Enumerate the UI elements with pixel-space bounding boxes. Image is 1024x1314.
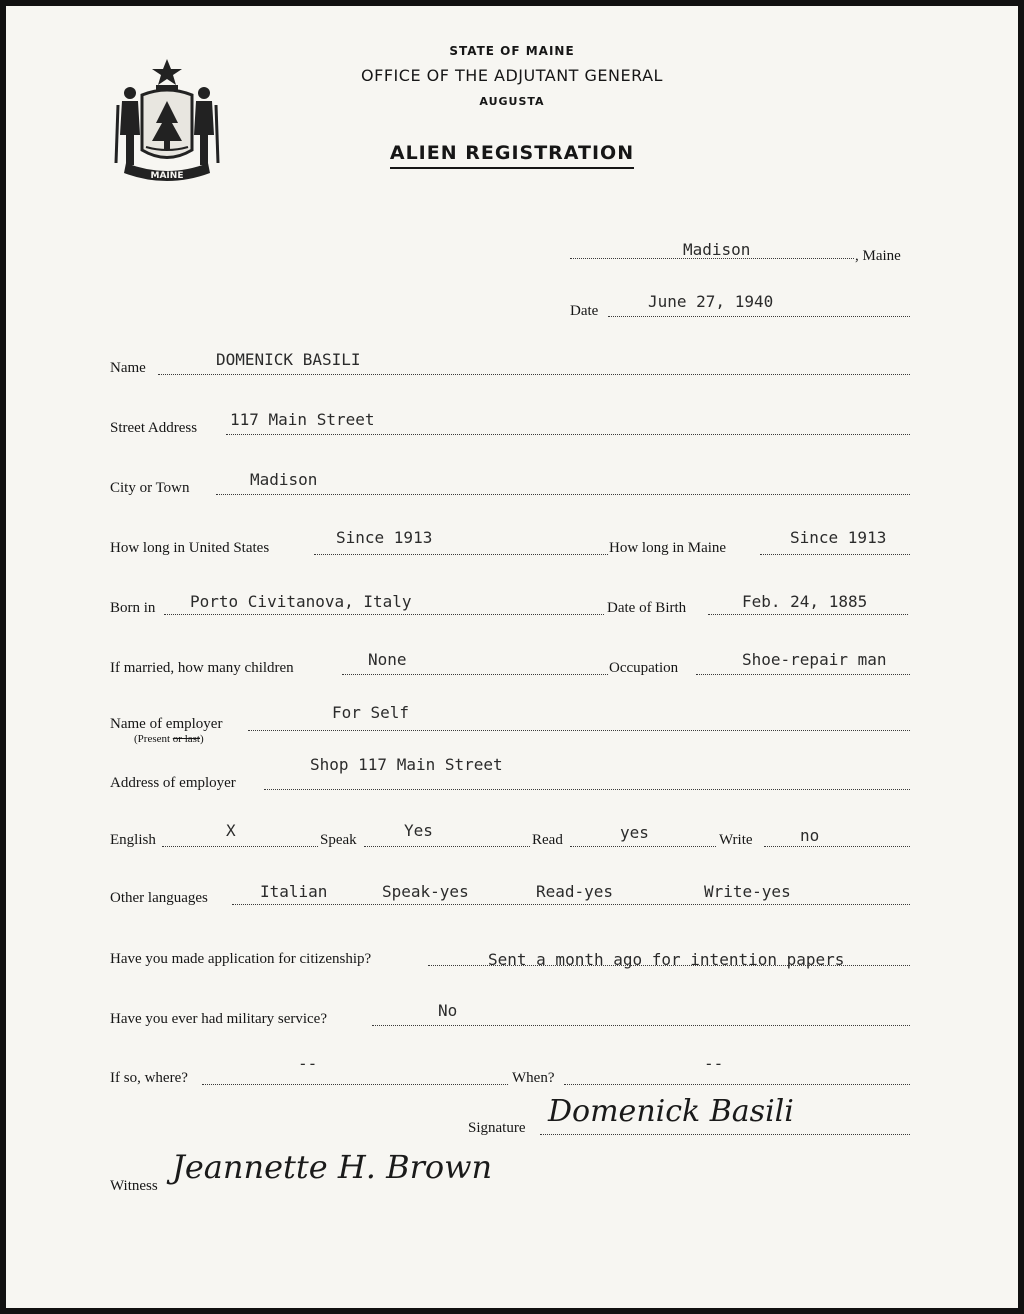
english-write-value: no: [800, 826, 820, 845]
english-write-label: Write: [719, 832, 753, 848]
form-title-text: ALIEN REGISTRATION: [390, 142, 634, 169]
occupation-value: Shoe-repair man: [742, 650, 887, 669]
other-languages-label: Other languages: [110, 890, 208, 906]
dob-line: [708, 614, 908, 615]
name-label: Name: [110, 360, 146, 376]
occupation-line: [696, 674, 910, 675]
place-value: Madison: [683, 240, 751, 259]
military-label: Have you ever had military service?: [110, 1011, 327, 1027]
citizenship-value: Sent a month ago for intention papers: [488, 950, 845, 969]
other-languages-line: [232, 904, 910, 905]
how-long-us-label: How long in United States: [110, 540, 270, 556]
english-read-label: Read: [532, 832, 563, 848]
english-speak-label: Speak: [320, 832, 357, 848]
english-read-value: yes: [620, 823, 649, 842]
how-long-us-line: [314, 554, 608, 555]
header-city: AUGUSTA: [479, 95, 545, 108]
employer-sublabel-close: ): [200, 733, 204, 745]
children-line: [342, 674, 608, 675]
english-value: X: [226, 821, 236, 840]
employer-sublabel-present: (Present: [134, 733, 171, 745]
signature-line: [540, 1134, 910, 1135]
english-read-line: [570, 846, 716, 847]
city-label: City or Town: [110, 480, 190, 496]
date-line: [608, 316, 910, 317]
signature-handwritten: Domenick Basili: [548, 1094, 794, 1129]
employer-sublabel: [134, 733, 204, 745]
born-in-value: Porto Civitanova, Italy: [190, 592, 412, 611]
other-language-speak: Speak-yes: [382, 882, 469, 901]
employer-address-line: [264, 789, 910, 790]
date-label: Date: [570, 303, 599, 319]
other-language-name: Italian: [260, 882, 328, 901]
military-line: [372, 1025, 910, 1026]
born-in-line: [164, 614, 604, 615]
where-line: [202, 1084, 508, 1085]
employer-value: For Self: [332, 703, 410, 722]
header-state: STATE OF MAINE: [449, 44, 575, 58]
street-line: [226, 434, 910, 435]
how-long-maine-line: [760, 554, 910, 555]
where-value: --: [298, 1054, 318, 1073]
english-speak-value: Yes: [404, 821, 433, 840]
employer-line: [248, 730, 910, 731]
where-label: If so, where?: [110, 1070, 188, 1086]
street-label: Street Address: [110, 420, 198, 436]
form-title: [0, 142, 1024, 164]
english-line: [162, 846, 318, 847]
dob-label: Date of Birth: [607, 600, 687, 616]
when-label: When?: [512, 1070, 555, 1086]
witness-label: Witness: [110, 1178, 158, 1194]
employer-label: Name of employer: [110, 716, 223, 732]
children-value: None: [368, 650, 407, 669]
other-language-read: Read-yes: [536, 882, 614, 901]
name-value: DOMENICK BASILI: [216, 350, 361, 369]
occupation-label: Occupation: [609, 660, 679, 676]
children-label: If married, how many children: [110, 660, 294, 676]
how-long-maine-value: Since 1913: [790, 528, 887, 547]
dob-value: Feb. 24, 1885: [742, 592, 868, 611]
when-value: --: [704, 1054, 724, 1073]
name-line: [158, 374, 910, 375]
signature-label: Signature: [468, 1120, 526, 1136]
city-line: [216, 494, 910, 495]
place-suffix: , Maine: [855, 248, 901, 264]
employer-sublabel-or-last: or last: [172, 733, 200, 745]
military-value: No: [438, 1001, 458, 1020]
how-long-maine-label: How long in Maine: [609, 540, 727, 556]
other-language-write: Write-yes: [704, 882, 791, 901]
seal-banner-text: MAINE: [150, 171, 184, 181]
english-write-line: [764, 846, 910, 847]
header-office: OFFICE OF THE ADJUTANT GENERAL: [361, 66, 663, 85]
when-line: [564, 1084, 910, 1085]
employer-address-value: Shop 117 Main Street: [310, 755, 503, 774]
date-value: June 27, 1940: [648, 292, 774, 311]
citizenship-label: Have you made application for citizenship?: [110, 951, 372, 967]
how-long-us-value: Since 1913: [336, 528, 433, 547]
witness-signature: Jeannette H. Brown: [172, 1148, 493, 1186]
english-speak-line: [364, 846, 530, 847]
street-value: 117 Main Street: [230, 410, 375, 429]
english-label: English: [110, 832, 156, 848]
city-value: Madison: [250, 470, 318, 489]
employer-address-label: Address of employer: [110, 775, 236, 791]
born-in-label: Born in: [110, 600, 156, 616]
